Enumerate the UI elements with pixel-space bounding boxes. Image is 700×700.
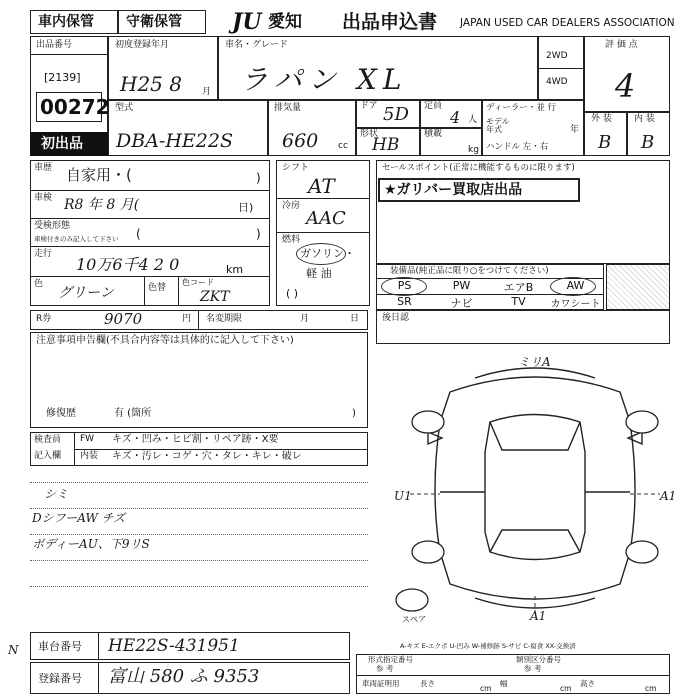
drive-4wd: 4WD bbox=[546, 77, 568, 87]
document-title: 出品申込書 bbox=[342, 11, 438, 33]
divider bbox=[198, 310, 199, 330]
inspector-label: 検査員 bbox=[34, 435, 62, 445]
ruled-line bbox=[30, 586, 368, 587]
rating-value: 4 bbox=[615, 67, 636, 105]
interior-row: キズ・汚レ・コゲ・穴・タレ・キレ・破レ bbox=[112, 451, 302, 462]
receipt-label: 受検形態 bbox=[34, 221, 71, 231]
recycle-row bbox=[30, 310, 368, 330]
height-label: 高さ bbox=[580, 679, 595, 688]
fuel-label: 燃料 bbox=[282, 235, 301, 245]
divider bbox=[74, 449, 368, 450]
width-cm: cm bbox=[560, 684, 572, 693]
equipment-row-2 bbox=[376, 294, 604, 311]
color-change-label: 色替 bbox=[148, 283, 167, 293]
fuel-circle bbox=[296, 243, 346, 265]
divider bbox=[30, 190, 270, 191]
name-change-month: 月 bbox=[300, 314, 310, 324]
divider bbox=[30, 276, 270, 277]
chassis-label: 車台番号 bbox=[38, 640, 82, 653]
receipt-note: 車検付きのみ記入して下さい bbox=[34, 235, 119, 243]
divider bbox=[538, 68, 584, 69]
mirror-left bbox=[428, 432, 442, 444]
wheel-front-right bbox=[626, 411, 658, 433]
name-change-day: 日 bbox=[350, 314, 360, 324]
ruled-line bbox=[30, 534, 368, 535]
interior-row-label: 内装 bbox=[80, 451, 99, 461]
shift-label: シフト bbox=[282, 163, 310, 173]
car-damage-diagram bbox=[390, 352, 680, 624]
equipment-title: 装備品(純正品に限り○をつけてください) bbox=[390, 266, 549, 276]
ac-label: 冷房 bbox=[282, 201, 301, 211]
category-ref: 参 考 bbox=[524, 664, 542, 673]
fuel-gasoline: ガソリン・ bbox=[300, 247, 355, 260]
divider bbox=[30, 218, 270, 219]
exterior-grade-label: 外 装 bbox=[591, 114, 612, 124]
ruled-line bbox=[30, 560, 368, 561]
load-label: 積載 bbox=[424, 129, 443, 139]
door-label: ドア bbox=[360, 101, 378, 111]
mileage-label: 走行 bbox=[34, 249, 53, 259]
yen-unit: 円 bbox=[182, 314, 192, 324]
storage-interior-label: 車内保管 bbox=[38, 14, 94, 30]
lot-small-number: [2139] bbox=[44, 71, 81, 84]
capacity-label: 定員 bbox=[424, 101, 443, 111]
equip-aw: AW bbox=[566, 279, 585, 292]
damage-mark-bottom: A1 bbox=[530, 609, 547, 623]
form-ref: 参 考 bbox=[376, 664, 394, 673]
km-unit: km bbox=[226, 263, 244, 276]
divider bbox=[98, 632, 99, 660]
type-label: 型式 bbox=[115, 103, 134, 113]
first-listing-label: 初出品 bbox=[41, 136, 83, 152]
notice-block bbox=[30, 332, 368, 428]
rating-label: 評 価 点 bbox=[605, 40, 638, 50]
model-year-label: モデル 年式 bbox=[486, 117, 510, 134]
first-reg-label: 初度登録年月 bbox=[115, 40, 170, 50]
month-unit: 月 bbox=[202, 87, 212, 97]
divider bbox=[276, 198, 370, 199]
ruled-line bbox=[30, 508, 368, 509]
side-mark: N bbox=[8, 643, 19, 657]
color-value: グリーン bbox=[58, 285, 114, 301]
body-outline bbox=[435, 377, 635, 599]
equip-pw: PW bbox=[452, 279, 471, 292]
recycle-label: R券 bbox=[36, 314, 52, 324]
handwritten-note-1: シミ bbox=[44, 487, 69, 501]
color-label: 色 bbox=[34, 279, 44, 289]
repair-value: 有 (箇所 bbox=[114, 408, 152, 419]
receipt-paren-close: ) bbox=[256, 227, 261, 241]
repair-label: 修復歴 bbox=[46, 408, 76, 419]
interior-grade-label: 内 装 bbox=[634, 114, 655, 124]
door-value: 5D bbox=[383, 104, 409, 125]
dealer-label: ディーラー・並 行 bbox=[486, 103, 557, 113]
kg-unit: kg bbox=[468, 145, 479, 155]
fuel-diesel: 軽 油 bbox=[306, 267, 332, 280]
fuel-other: ( ) bbox=[286, 287, 299, 300]
damage-legend: A-キズ E-エクボ U-凹み W-補修跡 S-サビ C-腐食 XX-交換済 bbox=[400, 642, 576, 650]
capacity-unit: 人 bbox=[468, 115, 478, 125]
recycle-value: 9070 bbox=[104, 310, 143, 328]
rear-note-block bbox=[376, 310, 670, 344]
equip-airbag: エアB bbox=[503, 281, 534, 294]
handwritten-note-3: ボディーAU、下9リS bbox=[32, 537, 150, 551]
handle-label: ハンドル 左・右 bbox=[486, 142, 549, 152]
plate-label: 登録番号 bbox=[38, 672, 82, 685]
divider bbox=[30, 246, 270, 247]
divider bbox=[356, 675, 670, 676]
name-change-label: 名変期限 bbox=[206, 314, 243, 324]
ju-logo: JU bbox=[232, 9, 262, 35]
exterior-grade-value: B bbox=[598, 132, 612, 153]
color-code-label: 色コード bbox=[182, 278, 214, 287]
equip-navi: ナビ bbox=[450, 297, 473, 310]
chassis-value: HE22S-431951 bbox=[108, 636, 240, 656]
height-cm: cm bbox=[645, 684, 657, 693]
width-label: 幅 bbox=[500, 679, 508, 688]
lot-number-label: 出品番号 bbox=[36, 40, 73, 50]
inspection-label: 車検 bbox=[34, 193, 53, 203]
entry-label: 記入欄 bbox=[34, 451, 62, 461]
divider bbox=[144, 276, 145, 306]
divider bbox=[276, 232, 370, 233]
cert-label: 車両証明用 bbox=[362, 679, 400, 688]
mirror-right bbox=[628, 432, 642, 444]
divider bbox=[178, 276, 179, 306]
equip-ps: PS bbox=[397, 279, 412, 292]
equip-leather: カワシート bbox=[550, 299, 601, 310]
plate-value: 富山 580 ふ 9353 bbox=[108, 666, 260, 687]
rear-window bbox=[490, 530, 580, 552]
handwritten-note-2: DシフーAW チズ bbox=[32, 511, 126, 525]
lot-number: 00272 bbox=[40, 95, 110, 119]
shape-value: HB bbox=[372, 135, 400, 155]
form-number-label: 形式指定番号 bbox=[368, 655, 413, 664]
spare-tire bbox=[396, 589, 428, 611]
category-label: 類別区分番号 bbox=[516, 655, 561, 664]
usage-paren: ) bbox=[256, 171, 261, 185]
exterior-row-label: FW bbox=[80, 434, 95, 444]
mileage-value: 10万6千4 2 0 bbox=[76, 255, 180, 274]
first-reg-value: H25 8 bbox=[120, 72, 182, 96]
inspection-day: 日) bbox=[238, 201, 254, 214]
sales-banner-text: ★ガリバー買取店出品 bbox=[384, 182, 523, 198]
exterior-row: キズ・凹み・ヒビ割・リペア跡・X要 bbox=[112, 434, 279, 445]
wheel-rear-left bbox=[412, 541, 444, 563]
divider bbox=[98, 662, 99, 694]
shape-label: 形状 bbox=[360, 129, 379, 139]
cabin-outline bbox=[485, 415, 585, 560]
org-name: 愛知 bbox=[268, 12, 302, 32]
receipt-paren-open: ( bbox=[136, 227, 141, 241]
sales-point-block bbox=[376, 160, 670, 264]
damage-mark-right: A1 bbox=[660, 489, 677, 503]
model-label: 車名・グレード bbox=[225, 40, 289, 50]
inspection-value: R8 年 8 月( bbox=[64, 197, 140, 213]
usage-label: 車歴 bbox=[34, 163, 53, 173]
type-value: DBA-HE22S bbox=[116, 130, 233, 152]
damage-mark-top: ミリA bbox=[518, 355, 551, 369]
hatched-area bbox=[606, 264, 670, 310]
displacement-value: 660 bbox=[282, 130, 319, 152]
color-code-value: ZKT bbox=[200, 289, 230, 305]
displacement-label: 排気量 bbox=[274, 103, 302, 113]
interior-grade-value: B bbox=[641, 132, 655, 153]
equip-sr: SR bbox=[397, 295, 412, 308]
wheel-front-left bbox=[412, 411, 444, 433]
usage-value: 自家用・( bbox=[66, 166, 132, 184]
damage-mark-left: U1 bbox=[394, 489, 412, 503]
model-value: ラパン XL bbox=[240, 63, 408, 96]
windshield bbox=[490, 422, 580, 450]
ruled-line bbox=[30, 482, 368, 483]
sales-point-label: セールスポイント(正常に機能するものに限ります) bbox=[382, 163, 575, 173]
wheel-rear-right bbox=[626, 541, 658, 563]
repair-close: ) bbox=[352, 408, 356, 419]
notice-label: 注意事項申告欄(不具合内容等は具体的に記入して下さい) bbox=[36, 335, 294, 346]
year-unit: 年 bbox=[570, 125, 580, 135]
drive-2wd: 2WD bbox=[546, 51, 568, 61]
spare-label: スペア bbox=[402, 615, 426, 624]
length-label: 長さ bbox=[420, 679, 435, 688]
equip-tv: TV bbox=[511, 295, 526, 308]
storage-guard-label: 守衛保管 bbox=[126, 14, 182, 30]
rear-note-label: 後日認 bbox=[382, 313, 410, 323]
capacity-value: 4 bbox=[450, 108, 461, 127]
ac-value: AAC bbox=[306, 208, 346, 229]
cc-unit: cc bbox=[338, 141, 348, 151]
divider bbox=[30, 54, 108, 55]
association-name: JAPAN USED CAR DEALERS ASSOCIATION bbox=[460, 17, 675, 29]
shift-value: AT bbox=[308, 174, 335, 198]
length-cm: cm bbox=[480, 684, 492, 693]
